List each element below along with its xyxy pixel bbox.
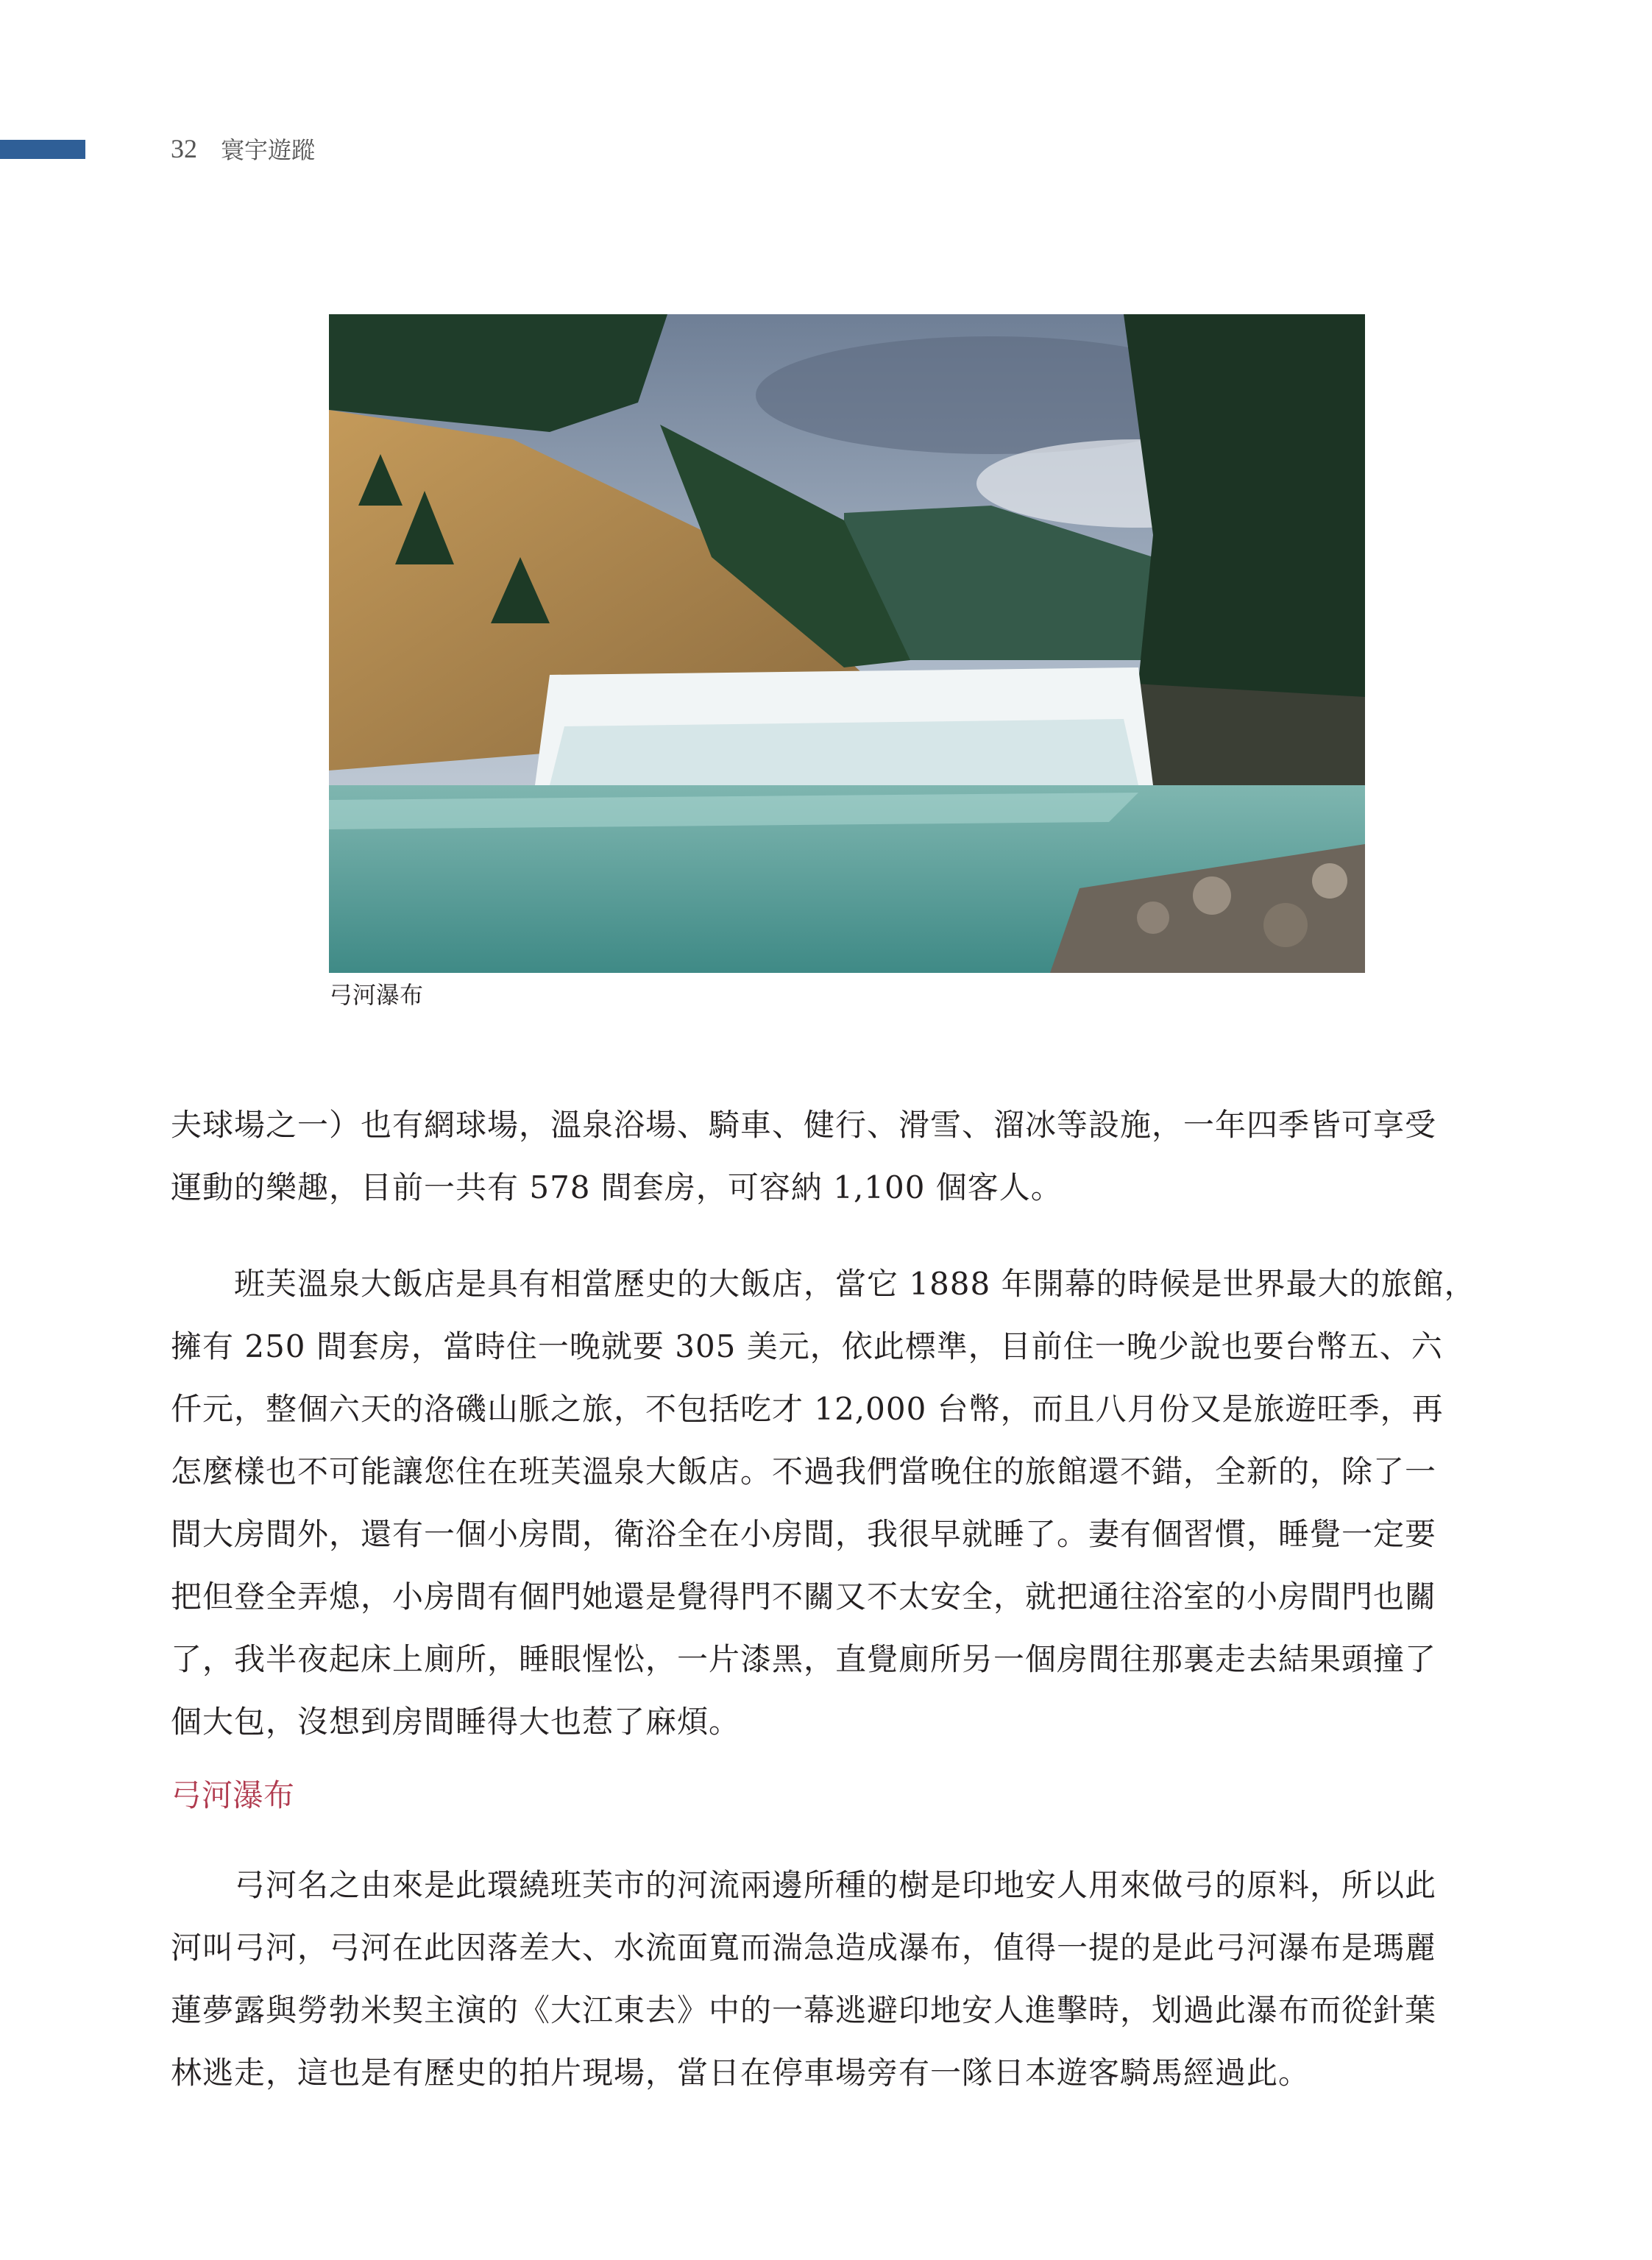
page-number: 32 xyxy=(171,134,197,163)
header-accent-bar xyxy=(0,140,85,159)
waterfall-photo-illustration xyxy=(329,314,1365,973)
paragraph-line: 怎麼樣也不可能讓您住在班芙溫泉大飯店。不過我們當晚住的旅館還不錯，全新的，除了一 xyxy=(171,1453,1437,1489)
paragraph-2 xyxy=(171,1253,1517,1753)
paragraph-line: 夫球場之一）也有網球場，溫泉浴場、騎車、健行、滑雪、溜冰等設施，一年四季皆可享受 xyxy=(171,1107,1437,1143)
paragraph-line: 弓河名之由來是此環繞班芙市的河流兩邊所種的樹是印地安人用來做弓的原料，所以此 xyxy=(171,1867,1437,1903)
paragraph-3 xyxy=(171,1854,1517,2104)
paragraph-line: 把但登全弄熄，小房間有個門她還是覺得門不關又不太安全，就把通往浴室的小房間門也關 xyxy=(171,1579,1437,1615)
paragraph-line: 林逃走，這也是有歷史的拍片現場，當日在停車場旁有一隊日本遊客騎馬經過此。 xyxy=(171,2055,1311,2091)
paragraph-line: 運動的樂趣，目前一共有 578 間套房，可容納 1,100 個客人。 xyxy=(171,1169,1063,1205)
running-title: 寰宇遊蹤 xyxy=(221,136,316,164)
paragraph-line: 仟元，整個六天的洛磯山脈之旅，不包括吃才 12,000 台幣，而且八月份又是旅遊旺季，再 xyxy=(171,1391,1444,1427)
paragraph-line: 間大房間外，還有一個小房間，衛浴全在小房間，我很早就睡了。妻有個習慣，睡覺一定要 xyxy=(171,1516,1437,1552)
paragraph-line: 擁有 250 間套房，當時住一晚就要 305 美元，依此標準，目前住一晚少說也要台幣五、六 xyxy=(171,1328,1443,1364)
paragraph-line: 河叫弓河，弓河在此因落差大、水流面寬而湍急造成瀑布，值得一提的是此弓河瀑布是瑪麗 xyxy=(171,1930,1437,1966)
paragraph-line: 班芙溫泉大飯店是具有相當歷史的大飯店，當它 1888 年開幕的時候是世界最大的旅館， xyxy=(171,1266,1476,1302)
paragraph-line: 個大包，沒想到房間睡得大也惹了麻煩。 xyxy=(171,1704,741,1740)
waterfall-photo xyxy=(329,314,1365,973)
paragraph-line: 了，我半夜起床上廁所，睡眼惺忪，一片漆黑，直覺廁所另一個房間往那裏走去結果頭撞了 xyxy=(171,1641,1437,1677)
paragraph-line: 蓮夢露與勞勃米契主演的《大江東去》中的一幕逃避印地安人進擊時，划過此瀑布而從針葉 xyxy=(171,1992,1437,2028)
section-heading: 弓河瀑布 xyxy=(171,1777,295,1813)
paragraph-1 xyxy=(171,1094,1517,1219)
photo-caption: 弓河瀑布 xyxy=(329,981,424,1009)
